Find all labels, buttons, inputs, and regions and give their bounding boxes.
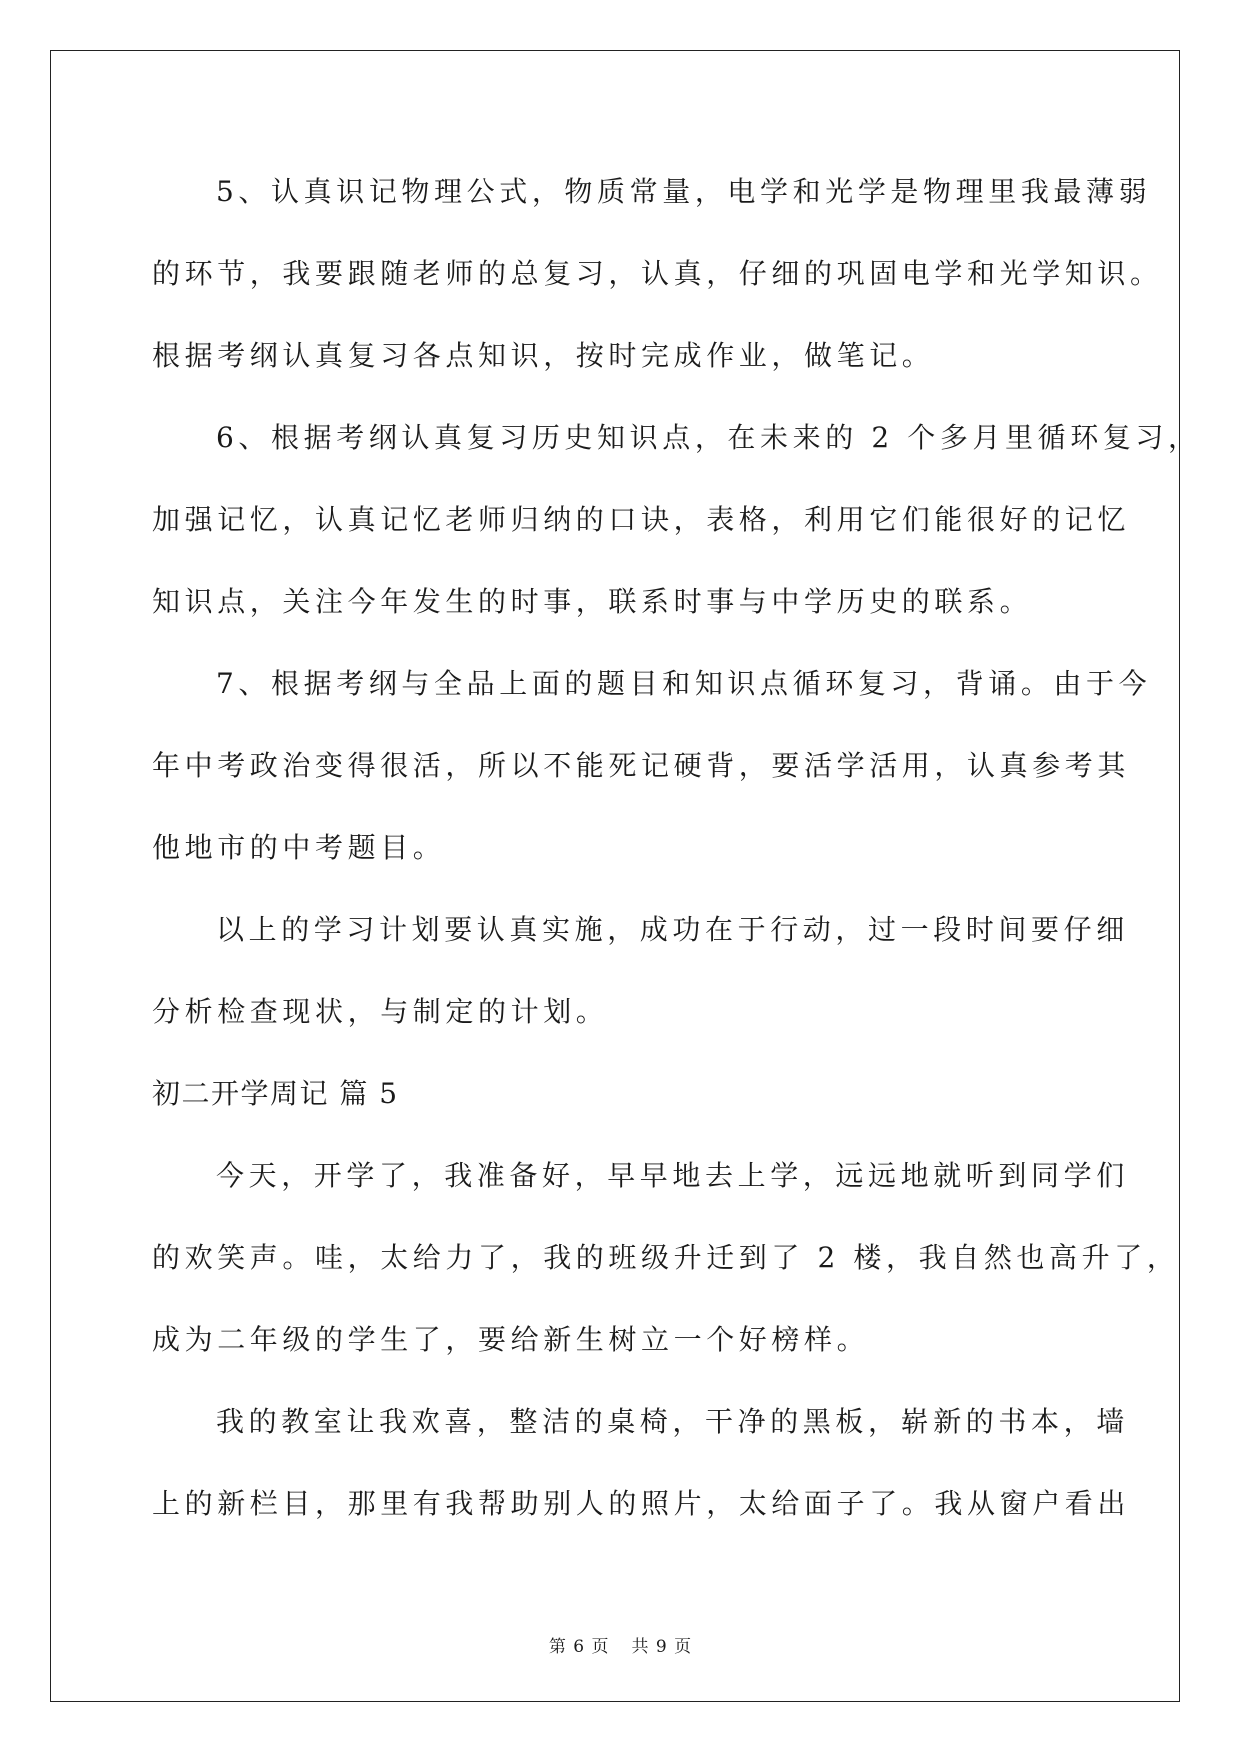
paragraph-6-line-2: 加强记忆，认真记忆老师归纳的口诀，表格，利用它们能很好的记忆 [152,503,1131,536]
page-number: 第 6 页 [548,1637,610,1657]
journal-paragraph-2-line-2: 上的新栏目，那里有我帮助别人的照片，太给面子了。我从窗户看出 [152,1487,1131,1520]
document-body [152,166,1201,1560]
paragraph-5-line-1: 5、认真识记物理公式，物质常量，电学和光学是物理里我最薄弱 [216,175,1152,208]
paragraph-7-line-3: 他地市的中考题目。 [152,831,446,864]
page-footer [0,1632,1241,1657]
journal-paragraph-2-line-1: 我的教室让我欢喜，整洁的桌椅，干净的黑板，崭新的书本，墙 [216,1405,1129,1438]
journal-paragraph-1-line-1: 今天，开学了，我准备好，早早地去上学，远远地就听到同学们 [216,1159,1129,1192]
paragraph-6-line-1: 6、根据考纲认真复习历史知识点，在未来的 2 个多月里循环复习， [216,421,1201,454]
paragraph-6-line-3: 知识点，关注今年发生的时事，联系时事与中学历史的联系。 [152,585,1033,618]
journal-paragraph-1-line-2: 的欢笑声。哇，太给力了，我的班级升迁到了 2 楼，我自然也高升了， [152,1241,1180,1274]
paragraph-7-line-1: 7、根据考纲与全品上面的题目和知识点循环复习，背诵。由于今 [216,667,1152,700]
summary-line-2: 分析检查现状，与制定的计划。 [152,995,609,1028]
summary-line-1: 以上的学习计划要认真实施，成功在于行动，过一段时间要仔细 [216,913,1129,946]
page-total: 共 9 页 [631,1637,693,1657]
section-heading: 初二开学周记 篇 5 [152,1077,399,1110]
paragraph-5-line-2: 的环节，我要跟随老师的总复习，认真，仔细的巩固电学和光学知识。 [152,257,1163,290]
paragraph-5-line-3: 根据考纲认真复习各点知识，按时完成作业，做笔记。 [152,339,935,372]
journal-paragraph-1-line-3: 成为二年级的学生了，要给新生树立一个好榜样。 [152,1323,870,1356]
paragraph-7-line-2: 年中考政治变得很活，所以不能死记硬背，要活学活用，认真参考其 [152,749,1131,782]
